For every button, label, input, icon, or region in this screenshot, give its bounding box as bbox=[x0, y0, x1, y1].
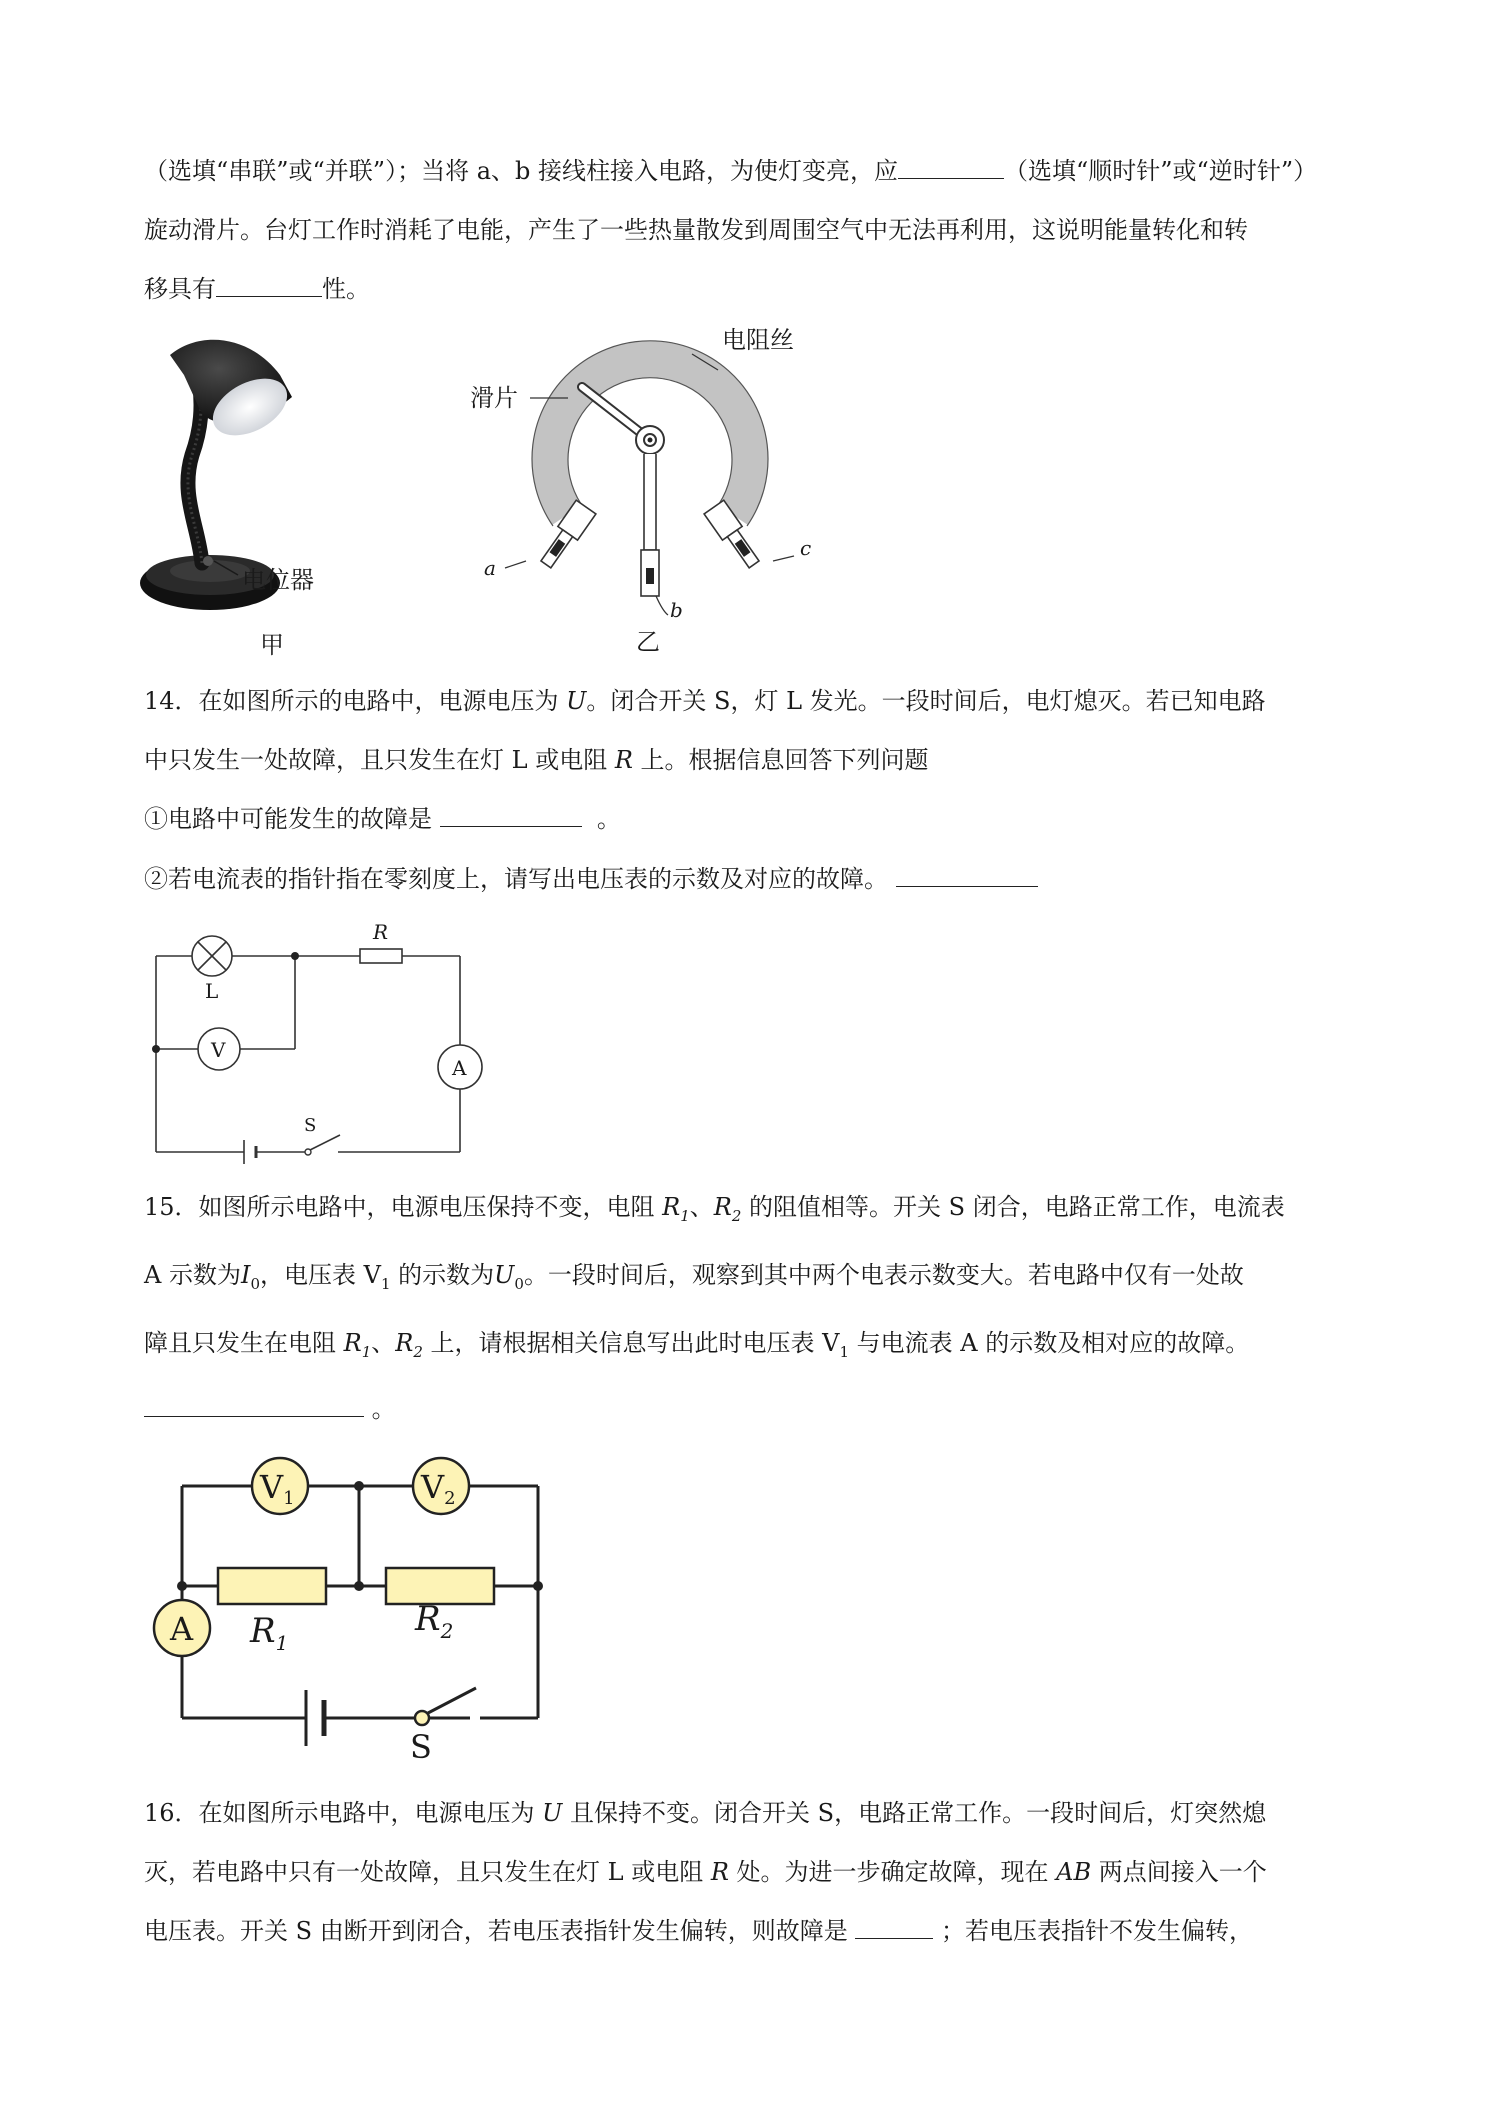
q14-line-1: 14．在如图所示的电路中，电源电压为 U。闭合开关 S，灯 L 发光。一段时间后，电灯熄灭。若已知电路 bbox=[144, 687, 1266, 715]
q13-line-1: （选填“串联”或“并联”）；当将 a、b 接线柱接入电路，为使灯变亮，应 （选填“顺时针”或“逆时针”） bbox=[144, 157, 1318, 185]
lamp-label: L bbox=[205, 979, 219, 1003]
ammeter-label-q15: A bbox=[170, 1610, 194, 1648]
q14-line-4: ②若电流表的指针指在零刻度上，请写出电压表的示数及对应的故障。 bbox=[144, 862, 1038, 896]
q16-line-1: 16．在如图所示电路中，电源电压为 U 且保持不变。闭合开关 S，电路正常工作。一段时间后，灯突然熄 bbox=[144, 1799, 1267, 1827]
answer-blank-q16[interactable] bbox=[855, 1916, 933, 1939]
terminal-a-label: a bbox=[484, 556, 496, 580]
q15-line-2: A 示数为$I_0$，电压表 $V_1$ 的示数为$U_0$。一段时间后，观察到其中两个电表示数变大。若电路中仅有一处故 bbox=[144, 1261, 1244, 1293]
circuit-diagram-q15 bbox=[140, 1460, 560, 1766]
answer-blank-rotation[interactable] bbox=[898, 156, 1004, 179]
v1-label: V1 bbox=[260, 1468, 295, 1509]
switch-label-q15: S bbox=[410, 1728, 432, 1766]
figure-jia-caption: 甲 bbox=[260, 631, 284, 659]
resistor-icon bbox=[360, 949, 402, 963]
ammeter-label: A bbox=[452, 1056, 467, 1080]
q13-line-3: 移具有 性。 bbox=[144, 275, 370, 303]
q14-line-2: 中只发生一处故障，且只发生在灯 L 或电阻 R 上。根据信息回答下列问题 bbox=[144, 746, 929, 774]
q15-line-1: 15．如图所示电路中，电源电压保持不变，电阻 $R_1$、$R_2$ 的阻值相等。开关 S 闭合，电路正常工作，电流表 bbox=[144, 1193, 1285, 1225]
figure-yi-caption: 乙 bbox=[636, 628, 660, 656]
r1-label: $R_1$ bbox=[250, 1611, 289, 1655]
desk-lamp-figure bbox=[140, 335, 400, 665]
q15-line-3: 障且只发生在电阻 $R_1$、$R_2$ 上，请根据相关信息写出此时电压表 $V_1$ 与电流表 A 的示数及相对应的故障。 bbox=[144, 1329, 1250, 1361]
answer-blank-fault[interactable] bbox=[440, 804, 582, 827]
switch-icon bbox=[310, 1135, 340, 1150]
switch-icon bbox=[428, 1688, 476, 1713]
huapian-label: 滑片 bbox=[470, 384, 518, 412]
switch-label: S bbox=[304, 1115, 317, 1136]
dianweiqi-label: 电位器 bbox=[242, 566, 314, 594]
answer-blank-voltmeter[interactable] bbox=[896, 864, 1038, 887]
answer-blank-q15[interactable] bbox=[144, 1394, 364, 1417]
q16-line-3: 电压表。开关 S 由断开到闭合，若电压表指针发生偏转，则故障是 ；若电压表指针不发生偏转， bbox=[144, 1917, 1253, 1945]
q15-line-4: 。 bbox=[144, 1392, 396, 1426]
terminal-b-label: b bbox=[670, 598, 683, 622]
lamp-icon bbox=[192, 936, 232, 976]
dianzusi-label: 电阻丝 bbox=[722, 326, 794, 354]
circuit-diagram-q14 bbox=[150, 918, 500, 1158]
q16-line-2: 灭，若电路中只有一处故障，且只发生在灯 L 或电阻 R 处。为进一步确定故障，现在 AB 两点间接入一个 bbox=[144, 1858, 1267, 1886]
potentiometer-figure bbox=[460, 326, 820, 660]
terminal-c-label: c bbox=[800, 536, 812, 560]
voltmeter-label: V bbox=[211, 1038, 226, 1062]
q13-line-2: 旋动滑片。台灯工作时消耗了电能，产生了一些热量散发到周围空气中无法再利用，这说明能量转化和转 bbox=[144, 216, 1248, 244]
resistor-r1-icon bbox=[218, 1568, 326, 1604]
q14-line-3: ①电路中可能发生的故障是 。 bbox=[144, 805, 621, 833]
v2-label: V2 bbox=[421, 1468, 456, 1509]
r2-label: $R_2$ bbox=[415, 1599, 454, 1643]
resistor-label: R bbox=[373, 920, 389, 944]
answer-blank-property[interactable] bbox=[216, 274, 322, 297]
